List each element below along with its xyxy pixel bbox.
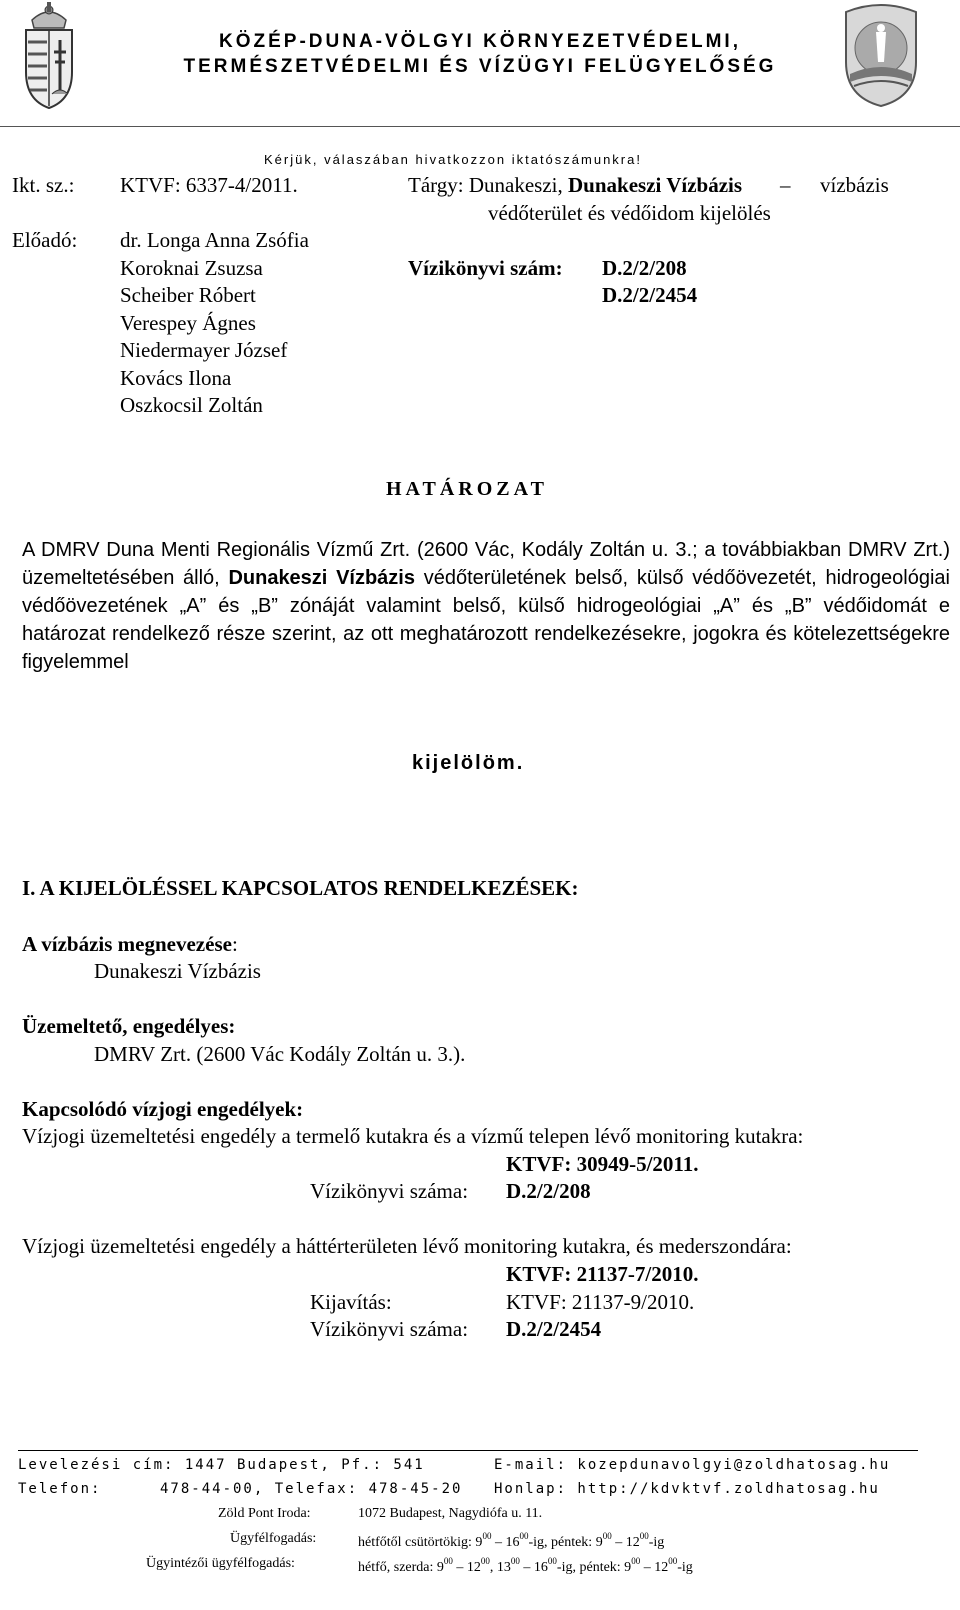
footer-email[interactable]: E-mail: kozepdunavolgyi@zoldhatosag.hu — [494, 1457, 891, 1473]
inspectorate-emblem-icon — [836, 2, 926, 108]
eloado-label: Előadó: — [12, 228, 78, 252]
vizbazis-label-line — [22, 932, 238, 957]
ikt-value: KTVF: 6337-4/2011. — [120, 173, 298, 197]
hungarian-coat-of-arms-icon — [18, 2, 80, 110]
footer-phone-label: Telefon: — [18, 1481, 102, 1497]
footer-phone: 478-44-00, Telefax: 478-45-20 — [160, 1481, 463, 1497]
vizikonyv-number-1: D.2/2/208 — [602, 256, 687, 280]
permit-1-ktvf: KTVF: 30949-5/2011. — [506, 1152, 699, 1176]
eloado-name: Koroknai Zsuzsa — [120, 256, 263, 280]
org-name-line1: KÖZÉP-DUNA-VÖLGYI KÖRNYEZETVÉDELMI, — [219, 31, 741, 52]
subject-label: Tárgy: — [408, 173, 464, 197]
eloado-name: Verespey Ágnes — [120, 311, 256, 335]
intro-text-1: A DMRV Duna Menti Regionális Vízmű Zrt. (2600 Vác, Kodály Zoltán u. 3.; a továbbiakban DMRV Zrt.) üzemeltetésében álló, — [22, 539, 950, 589]
subject-prefix: Dunakeszi, — [468, 173, 568, 197]
footer-zoldpont-label: Zöld Pont Iroda: — [218, 1506, 311, 1521]
subject-line1 — [408, 173, 742, 198]
permit-2-vk-value: D.2/2/2454 — [506, 1317, 602, 1341]
permit-2-kijavitas-label: Kijavítás: — [310, 1290, 392, 1314]
subject-bold: Dunakeszi Vízbázis — [568, 173, 743, 197]
footer-ugyfelfogadas-value: hétfőtől csütörtökig: $9^{00} - 16^{00}-ig$, péntek: $9^{00} - 12^{00}-ig$ — [358, 1531, 665, 1550]
eloado-name: Kovács Ilona — [120, 366, 232, 390]
section-title: I. A KIJELÖLÉSSEL KAPCSOLATOS RENDELKEZÉSEK: — [22, 876, 579, 900]
vizbazis-colon: : — [231, 932, 238, 956]
subject-suffix: vízbázis — [820, 173, 889, 197]
eloado-name: Scheiber Róbert — [120, 283, 256, 307]
uzemelteto-label: Üzemeltető, engedélyes: — [22, 1014, 236, 1038]
permit-1-text: Vízjogi üzemeltetési engedély a termelő kutakra és a vízmű telepen lévő monitoring kutakra: — [22, 1124, 804, 1148]
intro-bold-vizbazis: Dunakeszi Vízbázis — [228, 567, 415, 589]
eloado-name: Oszkocsil Zoltán — [120, 393, 263, 417]
footer-address: Levelezési cím: 1447 Budapest, Pf.: 541 — [18, 1457, 425, 1473]
intro-text-2: védőterületének belső, külső védőövezetét, hidrogeológiai védőövezetének „A” és „B” zónáját valamint belső, külső hidrogeológiai „A” és „B” védőidomát e határozat rendelkező része szerint, az ott meghatározott rendelkezésekre, jogokra és kötelezettségekre figyelemmel — [22, 567, 950, 673]
intro-paragraph — [22, 536, 950, 676]
header-divider — [0, 126, 960, 127]
vizbazis-label: A vízbázis megnevezése — [22, 932, 232, 956]
footer-ugyintezoi-value: hétfő, szerda: $9^{00} - 12^{00}$, $13^{00} - 16^{00}-ig$, péntek: $9^{00} - 12^{00}-ig$ — [358, 1556, 693, 1575]
subject-dash: – — [780, 173, 791, 197]
org-name-line2: TERMÉSZETVÉDELMI ÉS VÍZÜGYI FELÜGYELŐSÉG — [183, 56, 777, 77]
eloado-name: Niedermayer József — [120, 338, 288, 362]
vizbazis-value: Dunakeszi Vízbázis — [94, 959, 261, 983]
permit-2-vk-label: Vízikönyvi száma: — [310, 1317, 469, 1341]
kapcsolodo-label: Kapcsolódó vízjogi engedélyek: — [22, 1097, 304, 1121]
permit-1-vk-value: D.2/2/208 — [506, 1179, 591, 1203]
permit-2-text: Vízjogi üzemeltetési engedély a háttérterületen lévő monitoring kutakra, és mederszondára: — [22, 1234, 792, 1258]
footer-ugyintezoi-label: Ügyintézői ügyfélfogadás: — [146, 1556, 295, 1571]
footer-divider — [18, 1450, 918, 1451]
document-title: HATÁROZAT — [386, 478, 548, 500]
footer-ugyfelfogadas-label: Ügyfélfogadás: — [230, 1531, 317, 1546]
eloado-name: dr. Longa Anna Zsófia — [120, 228, 309, 252]
ikt-label: Ikt. sz.: — [12, 173, 75, 197]
subject-line2: védőterület és védőidom kijelölés — [488, 201, 771, 225]
vizikonyv-label: Vízikönyvi szám: — [408, 256, 563, 280]
uzemelteto-value: DMRV Zrt. (2600 Vác Kodály Zoltán u. 3.). — [94, 1042, 466, 1066]
footer-website[interactable]: Honlap: http://kdvktvf.zoldhatosag.hu — [494, 1481, 880, 1497]
permit-1-vk-label: Vízikönyvi száma: — [310, 1179, 469, 1203]
permit-2-kijavitas-value: KTVF: 21137-9/2010. — [506, 1290, 695, 1314]
decision-word: kijelölöm. — [412, 752, 525, 774]
permit-2-ktvf: KTVF: 21137-7/2010. — [506, 1262, 699, 1286]
reference-request-note: Kérjük, válaszában hivatkozzon iktatószámunkra! — [264, 152, 642, 167]
footer-zoldpont-value: 1072 Budapest, Nagydiófa u. 11. — [358, 1506, 543, 1521]
vizikonyv-number-2: D.2/2/2454 — [602, 283, 698, 307]
